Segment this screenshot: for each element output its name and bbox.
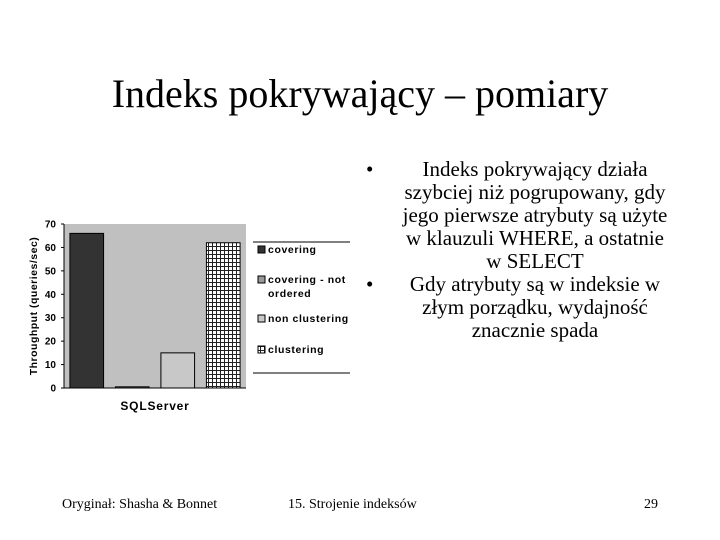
legend-swatch xyxy=(258,276,265,283)
bullet-list xyxy=(366,158,716,342)
bullet-dot: • xyxy=(366,157,374,181)
legend-label: clustering xyxy=(268,344,325,356)
y-tick-label: 50 xyxy=(44,266,56,278)
bar-covering xyxy=(70,233,104,388)
bar-non-clustering xyxy=(161,353,195,388)
bar-clustering xyxy=(206,243,240,388)
y-tick-label: 40 xyxy=(44,289,56,301)
y-tick-label: 0 xyxy=(50,383,56,395)
legend-swatch xyxy=(258,246,265,253)
legend-swatch xyxy=(258,315,265,322)
legend-label: covering - not ordered xyxy=(268,274,346,300)
x-axis-label: SQLServer xyxy=(120,399,190,413)
legend-swatch xyxy=(258,346,265,353)
y-tick-label: 60 xyxy=(44,242,56,254)
slide-title: Indeks pokrywający – pomiary xyxy=(111,71,609,116)
y-tick-label: 70 xyxy=(44,219,56,231)
y-axis-label: Throughput (queries/sec) xyxy=(28,236,40,376)
throughput-chart xyxy=(24,214,354,420)
bullet-item xyxy=(366,158,716,273)
bullet-text: Gdy atrybuty są w indeksie w złym porządku, wydajność znacznie spada xyxy=(409,272,661,342)
footer-chapter: 15. Strojenie indeksów xyxy=(288,497,417,512)
footer-source: Oryginał: Shasha & Bonnet xyxy=(62,497,218,512)
page-number: 29 xyxy=(644,497,658,512)
bullet-text: Indeks pokrywający działa szybciej niż pogrupowany, gdy jego pierwsze atrybuty są użyte w klauzuli WHERE, a ostatnie w SELECT xyxy=(402,157,668,273)
y-tick-label: 20 xyxy=(44,336,56,348)
bullet-dot: • xyxy=(366,272,374,296)
bullet-item xyxy=(366,273,716,342)
legend-label: covering xyxy=(268,244,317,256)
y-tick-label: 10 xyxy=(44,360,56,372)
legend-label: non clustering xyxy=(268,313,349,325)
y-tick-label: 30 xyxy=(44,313,56,325)
